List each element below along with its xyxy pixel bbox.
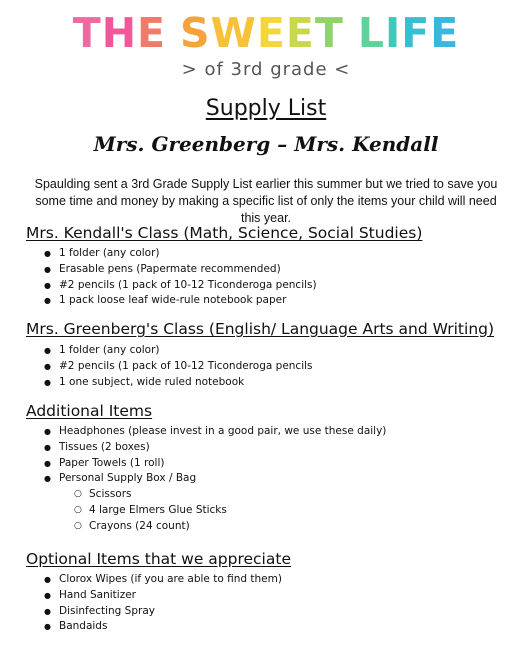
list-item: ● Erasable pens (Papermate recommended) [44,262,317,278]
banner-letter: S [180,9,211,57]
supply-box-contents [59,487,386,534]
teacher-names: Mrs. Greenberg – Mrs. Kendall [93,132,439,156]
additional-supply-list [44,424,386,535]
list-item: ● 1 one subject, wide ruled notebook [44,375,313,391]
intro-paragraph: Spaulding sent a 3rd Grade Supply List earlier this summer but we tried to save you some time and money by making a specific list of only the items your child will need this year. [34,177,498,225]
banner-letter [344,10,358,56]
list-item: ● 1 folder (any color) [44,343,313,359]
list-item [44,471,386,534]
banner-letter: T [72,9,102,57]
list-item-label: Personal Supply Box / Bag [59,472,197,485]
sub-list-item: ○ Crayons (24 count) [59,519,386,535]
list-item: ● Tissues (2 boxes) [44,440,386,456]
section-heading-additional: Additional Items [26,402,153,420]
banner-letter: L [357,9,385,57]
list-item: ● Disinfecting Spray [44,604,282,620]
banner-letter: W [210,9,257,57]
list-item: ● #2 pencils (1 pack of 10-12 Ticonderoga pencils) [44,278,317,294]
list-item: ● Paper Towels (1 roll) [44,456,386,472]
banner-tagline: > of 3rd grade < [181,59,351,80]
banner-letter: I [384,9,402,57]
list-item: ● 1 pack loose leaf wide-rule notebook paper [44,293,317,309]
banner-letter: T [314,9,344,57]
sub-list-item: ○ 4 large Elmers Glue Sticks [59,503,386,519]
page-title: Supply List [205,96,327,121]
banner-letter: E [256,9,286,57]
section-heading-greenberg: Mrs. Greenberg's Class (English/ Language Arts and Writing) [26,320,495,338]
list-item: ● Hand Sanitizer [44,588,282,604]
banner-letter: F [401,9,431,57]
list-item: ● Clorox Wipes (if you are able to find them) [44,572,282,588]
banner-letter: E [137,9,167,57]
optional-supply-list [44,572,282,635]
list-item: ● Headphones (please invest in a good pair, we use these daily) [44,424,386,440]
banner-letter: H [101,9,138,57]
sub-list-item: ○ Scissors [59,487,386,503]
banner-title [0,10,532,56]
banner-letter [166,10,180,56]
list-item: ● Bandaids [44,619,282,635]
section-heading-kendall: Mrs. Kendall's Class (Math, Science, Social Studies) [26,224,423,242]
section-heading-optional: Optional Items that we appreciate [26,550,291,568]
greenberg-supply-list [44,343,313,390]
list-item: ● #2 pencils (1 pack of 10-12 Ticonderoga pencils [44,359,313,375]
banner-letter: E [285,9,315,57]
kendall-supply-list [44,246,317,309]
list-item: ● 1 folder (any color) [44,246,317,262]
banner-letter: E [430,9,460,57]
